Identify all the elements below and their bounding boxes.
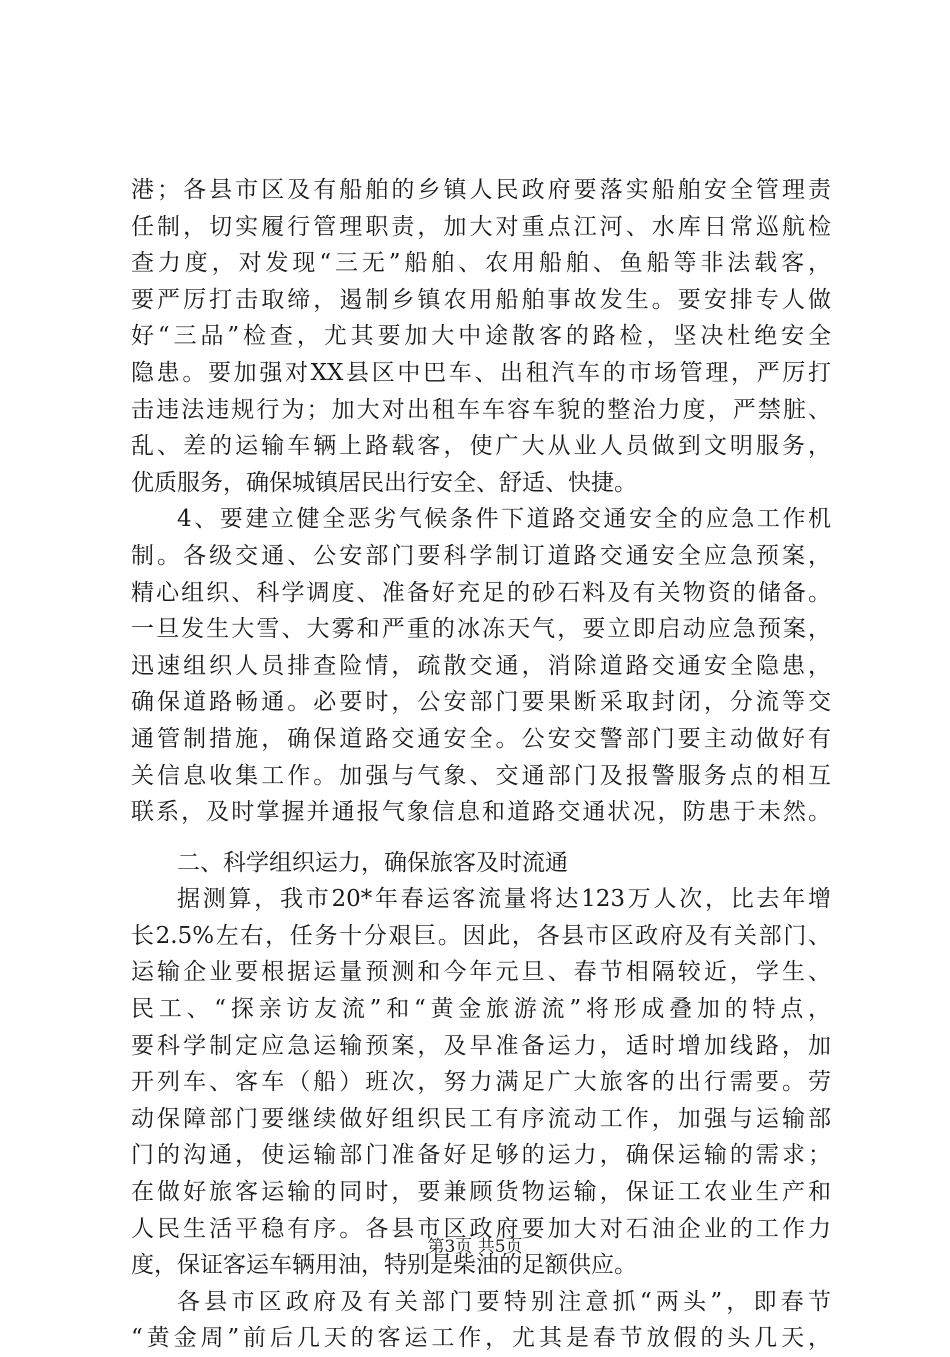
text-line: 要科学制定应急运输预案，及早准备运力，适时增加线路，加	[131, 1032, 831, 1059]
page-number-footer: 第3页 共5页	[427, 1237, 523, 1257]
text-line: 各县市区政府及有关部门要特别注意抓“两头”，即春节	[177, 1288, 831, 1315]
text-line: 关信息收集工作。加强与气象、交通部门及报警服务点的相互	[131, 762, 831, 789]
text-line: 好“三品”检查，尤其要加大中途散客的路检，坚决杜绝安全	[131, 323, 831, 350]
paragraph-4	[131, 1284, 831, 1357]
paragraph-gap	[131, 831, 831, 845]
text-line: 在做好旅客运输的同时，要兼顾货物运输，保证工农业生产和	[131, 1179, 831, 1206]
text-line: 确保道路畅通。必要时，公安部门要果断采取封闭，分流等交	[131, 689, 831, 716]
document-body	[131, 172, 831, 1357]
text-line: 长2.5%左右，任务十分艰巨。因此，各县市区政府及有关部门、	[131, 922, 831, 949]
text-line: 一旦发生大雪、大雾和严重的冰冻天气，要立即启动应急预案，	[131, 616, 831, 643]
text-line: 精心组织、科学调度、准备好充足的砂石料及有关物资的储备。	[131, 579, 831, 606]
text-line: 乱、差的运输车辆上路载客，使广大从业人员做到文明服务，	[131, 433, 831, 460]
paragraph-3	[131, 881, 831, 1284]
text-line: 动保障部门要继续做好组织民工有序流动工作，加强与运输部	[131, 1105, 831, 1132]
text-line: 迅速组织人员排查险情，疏散交通，消除道路交通安全隐患，	[131, 652, 831, 679]
text-line: 优质服务，确保城镇居民出行安全、舒适、快捷。	[131, 469, 637, 496]
text-line: 人民生活平稳有序。各县市区政府要加大对石油企业的工作力	[131, 1215, 831, 1242]
paragraph-2	[131, 501, 831, 830]
text-line: 要严厉打击取缔，遏制乡镇农用船舶事故发生。要安排专人做	[131, 286, 831, 313]
text-line: 制。各级交通、公安部门要科学制订道路交通安全应急预案，	[131, 542, 831, 569]
paragraph-1	[131, 172, 831, 501]
text-line: 港；各县市区及有船舶的乡镇人民政府要落实船舶安全管理责	[131, 177, 831, 203]
text-line: 运输企业要根据运量预测和今年元旦、春节相隔较近，学生、	[131, 959, 831, 986]
text-line: 4、要建立健全恶劣气候条件下道路交通安全的应急工作机	[177, 506, 831, 533]
text-line: 门的沟通，使运输部门准备好足够的运力，确保运输的需求；	[131, 1142, 831, 1169]
text-line: 联系，及时掌握并通报气象信息和道路交通状况，防患于未然。	[131, 799, 831, 826]
text-line: 度，保证客运车辆用油，特别是柴油的足额供应。	[131, 1252, 637, 1279]
text-line: 隐患。要加强对XX县区中巴车、出租汽车的市场管理，严厉打	[131, 359, 831, 386]
text-line: “黄金周”前后几天的客运工作，尤其是春节放假的头几天，	[131, 1325, 831, 1352]
text-line: 据测算，我市20*年春运客流量将达123万人次，比去年增	[177, 886, 831, 913]
text-line: 任制，切实履行管理职责，加大对重点江河、水库日常巡航检	[131, 213, 831, 240]
text-line: 通管制措施，确保道路交通安全。公安交警部门要主动做好有	[131, 725, 831, 752]
section-heading: 二、科学组织运力，确保旅客及时流通	[177, 849, 568, 876]
text-line: 民工、“探亲访友流”和“黄金旅游流”将形成叠加的特点，	[131, 996, 831, 1023]
text-line: 查力度，对发现“三无”船舶、农用船舶、鱼船等非法载客，	[131, 250, 831, 277]
text-line: 击违法违规行为；加大对出租车车容车貌的整治力度，严禁脏、	[131, 396, 831, 423]
text-line: 开列车、客车（船）班次，努力满足广大旅客的出行需要。劳	[131, 1069, 831, 1096]
